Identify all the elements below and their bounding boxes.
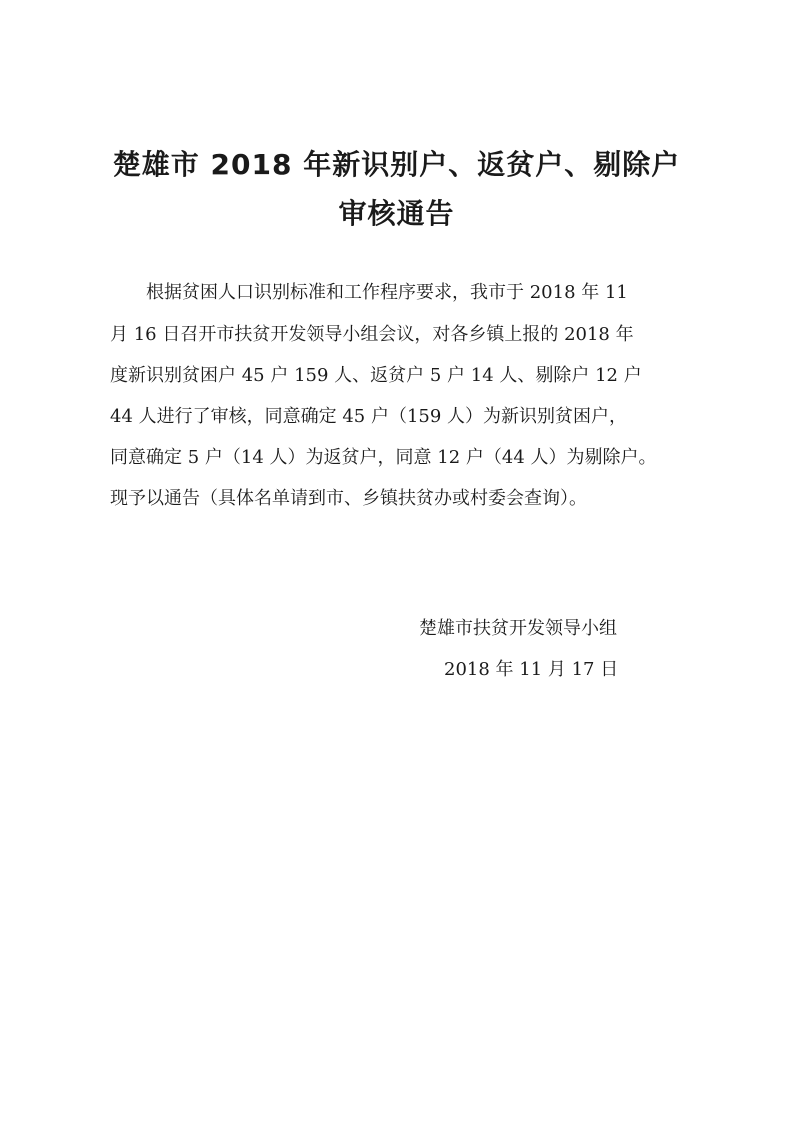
body-paragraph-line: 44 人进行了审核，同意确定 45 户（159 人）为新识别贫困户，: [110, 406, 628, 427]
body-paragraph-line: 度新识别贫困户 45 户 159 人、返贫户 5 户 14 人、剔除户 12 户: [110, 365, 642, 386]
signature-date: 2018 年 11 月 17 日: [444, 659, 619, 680]
document-title: 楚雄市 2018 年新识别户、返贫户、剔除户: [112, 148, 681, 181]
body-paragraph-line: 根据贫困人口识别标准和工作程序要求，我市于 2018 年 11: [146, 282, 628, 303]
signature-organization: 楚雄市扶贫开发领导小组: [419, 618, 617, 639]
body-paragraph-line: 月 16 日召开市扶贫开发领导小组会议，对各乡镇上报的 2018 年: [110, 324, 634, 345]
body-paragraph-line: 现予以通告（具体名单请到市、乡镇扶贫办或村委会查询）。: [110, 488, 587, 509]
body-paragraph-line: 同意确定 5 户（14 人）为返贫户，同意 12 户（44 人）为剔除户。: [110, 447, 657, 468]
document-title-subline: 审核通告: [338, 197, 455, 230]
